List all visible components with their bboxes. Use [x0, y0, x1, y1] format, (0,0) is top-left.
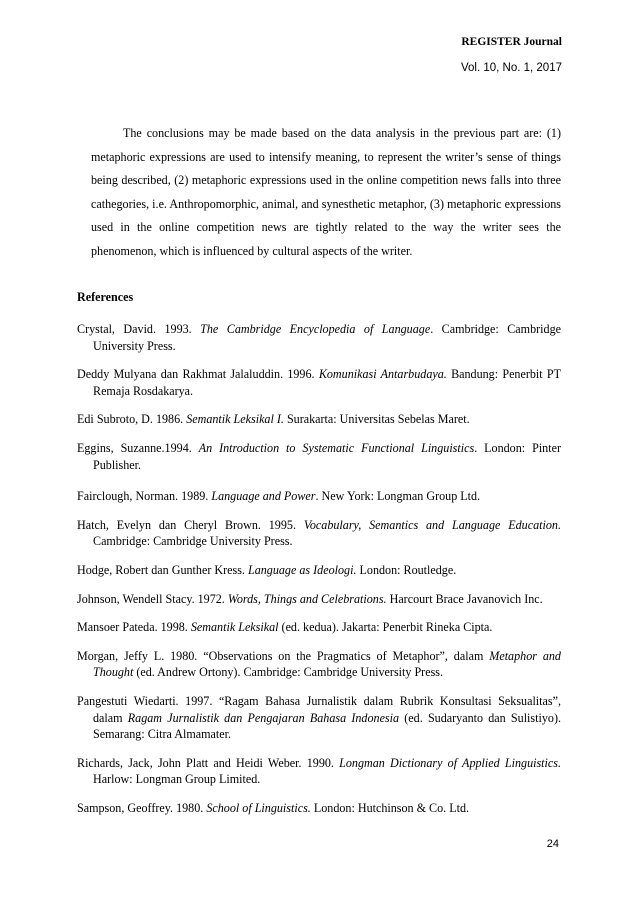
reference-item: Sampson, Geoffrey. 1980. School of Linguistics. London: Hutchinson & Co. Ltd.	[77, 800, 470, 815]
reference-item: Pangestuti Wiedarti. 1997. “Ragam Bahasa Jurnalistik dalam Rubrik Konsultasi Seksualitas”, dalam Ragam Jurnalistik dan Pengajaran Bahasa Indonesia (ed. Sudaryanto dan Sulistiyo). Semarang: Citra Almamater.	[77, 693, 561, 742]
references-heading: References	[77, 290, 134, 304]
reference-item: Richards, Jack, John Platt and Heidi Weber. 1990. Longman Dictionary of Applied Linguistics. Harlow: Longman Group Limited.	[77, 755, 561, 787]
reference-item: Mansoer Pateda. 1998. Semantik Leksikal (ed. kedua). Jakarta: Penerbit Rineka Cipta.	[77, 620, 493, 635]
journal-title: REGISTER Journal	[461, 36, 562, 48]
reference-item: Hodge, Robert dan Gunther Kress. Language as Ideologi. London: Routledge.	[77, 562, 457, 577]
reference-item: Crystal, David. 1993. The Cambridge Encyclopedia of Language. Cambridge: Cambridge University Press.	[77, 322, 561, 353]
references-list	[77, 321, 561, 828]
reference-item: Hatch, Evelyn dan Cheryl Brown. 1995. Vocabulary, Semantics and Language Education. Cambridge: Cambridge University Press.	[77, 517, 561, 549]
page-number: 24	[546, 838, 559, 850]
conclusion-paragraph: The conclusions may be made based on the data analysis in the previous part are: (1) metaphoric expressions are used to intensify meaning, to represent the writer’s sense of things being described, (2) metaphoric expressions used in the online competition news falls into three cathegories, i.e. Anthropomorphic, animal, and synesthetic metaphor, (3) metaphoric expressions used in the online competition news are tightly related to the way the writer sees the phenomenon, which is influenced by cultural aspects of the writer.	[91, 126, 561, 258]
reference-item: Eggins, Suzanne.1994. An Introduction to Systematic Functional Linguistics. London: Pinter Publisher.	[77, 440, 561, 472]
reference-item: Fairclough, Norman. 1989. Language and Power. New York: Longman Group Ltd.	[77, 489, 481, 504]
reference-item: Johnson, Wendell Stacy. 1972. Words, Things and Celebrations. Harcourt Brace Javanovich Inc.	[77, 591, 543, 606]
reference-item: Edi Subroto, D. 1986. Semantik Leksikal I. Surakarta: Universitas Sebelas Maret.	[77, 412, 470, 427]
reference-item: Morgan, Jeffy L. 1980. “Observations on the Pragmatics of Metaphor”, dalam Metaphor and Thought (ed. Andrew Ortony). Cambridge: Cambridge University Press.	[77, 648, 561, 680]
volume-info: Vol. 10, No. 1, 2017	[460, 62, 562, 74]
reference-item: Deddy Mulyana dan Rakhmat Jalaluddin. 1996. Komunikasi Antarbudaya. Bandung: Penerbit PT Remaja Rosdakarya.	[77, 367, 562, 398]
